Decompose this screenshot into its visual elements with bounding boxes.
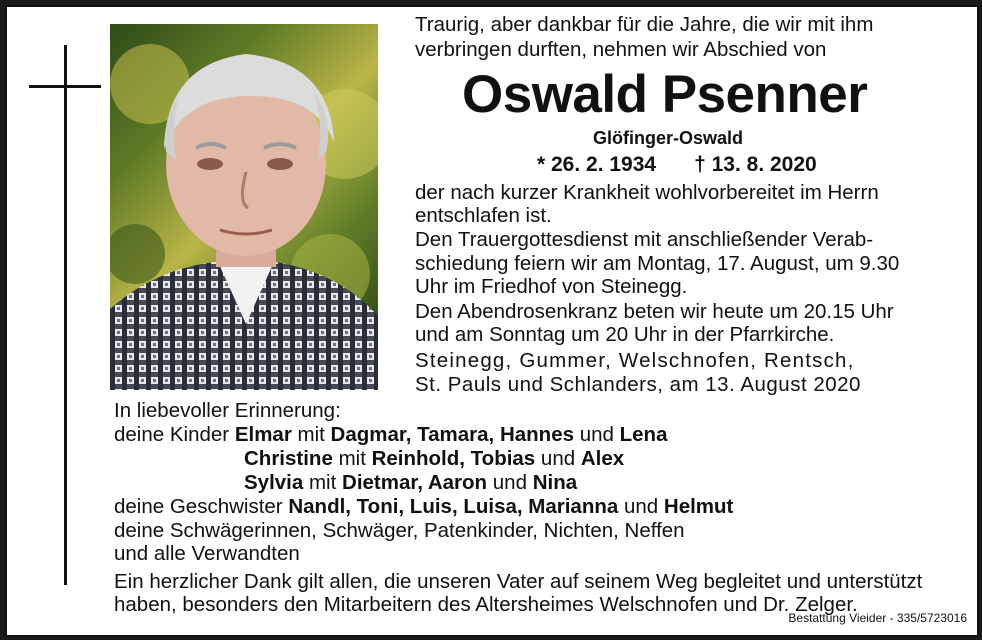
connector: mit bbox=[308, 471, 337, 494]
child-family: Dietmar, Aaron bbox=[342, 471, 488, 494]
deceased-nickname: Glöfinger-Oswald bbox=[593, 128, 744, 148]
siblings-label: deine Geschwister bbox=[114, 495, 283, 518]
child-name: Sylvia bbox=[244, 471, 304, 494]
intro-line-1: Traurig, aber dankbar für die Jahre, die wir mit ihm bbox=[415, 13, 874, 36]
child-family: Reinhold, Tobias bbox=[371, 447, 536, 470]
cross-icon bbox=[64, 45, 67, 585]
body-line: und am Sonntag um 20 Uhr in der Pfarrkirche. bbox=[415, 323, 835, 346]
portrait-photo bbox=[110, 24, 378, 390]
sibling-last: Helmut bbox=[663, 495, 734, 518]
body-line: Uhr im Friedhof von Steinegg. bbox=[415, 275, 688, 298]
connector: mit bbox=[297, 423, 325, 446]
child-family-last: Alex bbox=[580, 447, 625, 470]
place-date-line-1: Steinegg, Gummer, Welschnofen, Rentsch, bbox=[415, 349, 855, 372]
body-line: Den Abendrosenkranz beten wir heute um 20.15 Uhr bbox=[415, 300, 894, 323]
connector: und bbox=[623, 495, 659, 518]
place-date-line-2: St. Pauls und Schlanders, am 13. August 2020 bbox=[415, 373, 861, 396]
body-line: entschlafen ist. bbox=[415, 204, 552, 227]
thanks-line-2: haben, besonders den Mitarbeitern des Altersheimes Welschnofen und Dr. Zelger. bbox=[114, 593, 858, 616]
siblings-names: Nandl, Toni, Luis, Luisa, Marianna bbox=[288, 495, 619, 518]
family-line-children bbox=[114, 423, 667, 446]
connector: mit bbox=[338, 447, 366, 470]
body-line: der nach kurzer Krankheit wohlvorbereitet im Herrn bbox=[415, 181, 879, 204]
child-name: Christine bbox=[244, 447, 333, 470]
deceased-name: Oswald Psenner bbox=[462, 65, 868, 124]
funeral-home-credit: Bestattung Vieider - 335/5723016 bbox=[788, 611, 967, 625]
connector: und bbox=[540, 447, 576, 470]
cross-icon-bar bbox=[29, 85, 101, 88]
family-line-relatives: und alle Verwandten bbox=[114, 542, 300, 565]
body-line: Den Trauergottesdienst mit anschließender Verab- bbox=[415, 228, 874, 251]
family-line-inlaws: deine Schwägerinnen, Schwäger, Patenkinder, Nichten, Neffen bbox=[114, 519, 685, 542]
child-family-last: Nina bbox=[532, 471, 578, 494]
death-date: † 13. 8. 2020 bbox=[694, 153, 817, 176]
birth-date: * 26. 2. 1934 bbox=[537, 153, 657, 176]
family-line-child-2 bbox=[244, 447, 624, 470]
connector: und bbox=[492, 471, 527, 494]
thanks-line-1: Ein herzlicher Dank gilt allen, die unseren Vater auf seinem Weg begleitet und unterstützt bbox=[114, 570, 923, 593]
body-line: schiedung feiern wir am Montag, 17. August, um 9.30 bbox=[415, 252, 900, 275]
child-name: Elmar bbox=[234, 423, 292, 446]
intro-line-2: verbringen durften, nehmen wir Abschied von bbox=[415, 38, 827, 61]
family-line-child-3 bbox=[244, 471, 577, 494]
kids-label: deine Kinder bbox=[114, 423, 230, 446]
family-heading: In liebevoller Erinnerung: bbox=[114, 399, 341, 422]
family-line-siblings bbox=[114, 495, 733, 518]
child-family-last: Lena bbox=[619, 423, 668, 446]
obituary-notice bbox=[5, 5, 979, 637]
life-dates bbox=[537, 153, 817, 177]
connector: und bbox=[579, 423, 614, 446]
child-family: Dagmar, Tamara, Hannes bbox=[330, 423, 574, 446]
